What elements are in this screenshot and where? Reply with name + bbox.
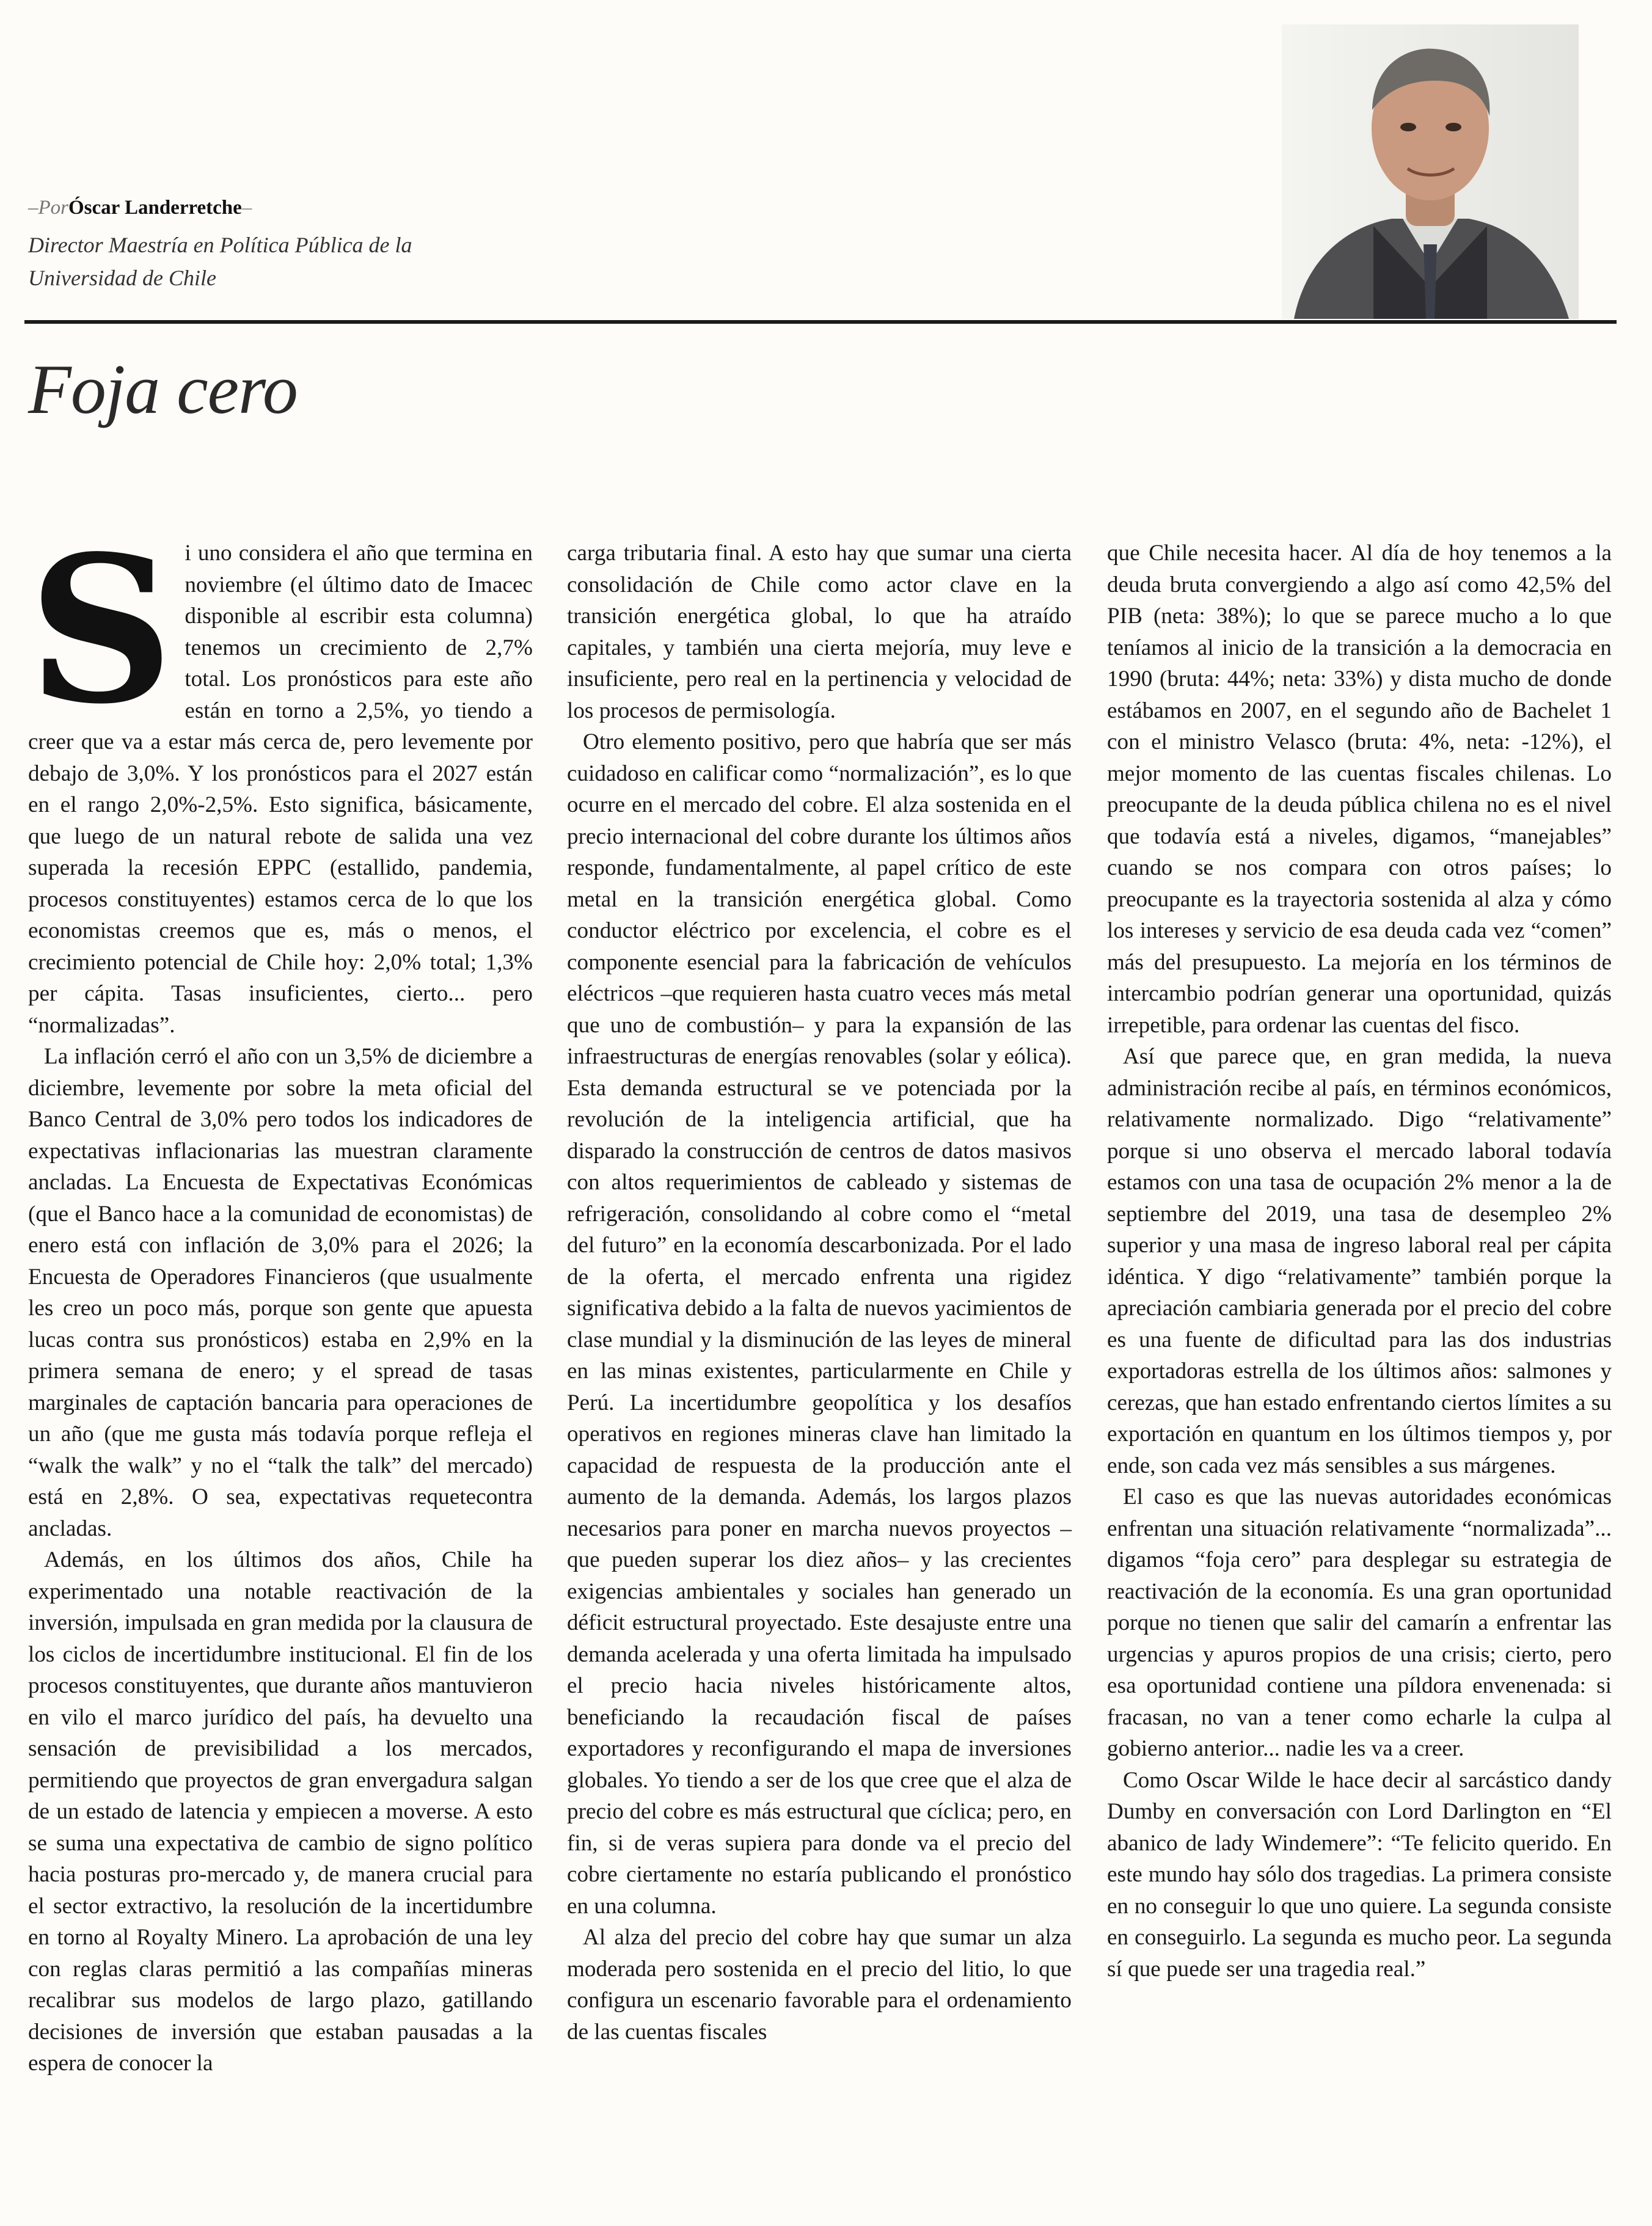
paragraph: que Chile necesita hacer. Al día de hoy tenemos a la deuda bruta convergiendo a algo así como 42,5% del PIB (neta: 38%); lo que se parece mucho a lo que teníamos al inicio de la transición a la democracia en 1990 (bruta: 44%; neta: 33%) y dista mucho de donde estábamos en 2007, en el segundo año de Bachelet 1 con el ministro Velasco (bruta: 4%, neta: -12%), el mejor momento de las cuentas fiscales chilenas. Lo preocupante de la deuda pública chilena no es el nivel que todavía está a niveles, digamos, “manejables” cuando se nos compara con otros países; lo preocupante es la trayectoria sostenida al alza y cómo los intereses y servicio de esa deuda cada vez “comen” más del presupuesto. La mejoría en los términos de intercambio podrían generar una oportunidad, quizás irrepetible, para ordenar las cuentas del fisco. bbox=[1107, 541, 1612, 1038]
paragraph: Como Oscar Wilde le hace decir al sarcástico dandy Dumby en conversación con Lord Darlington en “El abanico de lady Windemere”: “Te felicito querido. En este mundo hay sólo dos tragedias. La primera consiste en no conseguir lo que uno quiere. La segunda consiste en conseguirlo. La segunda es mucho peor. La segunda sí que puede ser una tragedia real.” bbox=[1107, 1767, 1612, 1982]
paragraph: Al alza del precio del cobre hay que sumar un alza moderada pero sostenida en el precio del litio, lo que configura un escenario favorable para el ordenamiento de las cuentas fiscales bbox=[567, 1925, 1072, 2045]
column-1 bbox=[28, 511, 533, 2079]
byline bbox=[28, 194, 252, 221]
author-portrait-icon bbox=[1282, 24, 1579, 319]
author-name: Óscar Landerretche bbox=[68, 197, 242, 219]
paragraph: Además, en los últimos dos años, Chile ha experimentado una notable reactivación de la inversión, impulsada en gran medida por la clausura de los ciclos de incertidumbre institucional. El fin de los procesos constituyentes, que durante años mantuvieron en vilo el marco jurídico del país, ha devuelto una sensación de previsibilidad a los mercados, permitiendo que proyectos de gran envergadura salgan de un estado de latencia y empiecen a moverse. A esto se suma una expectativa de cambio de signo político hacia posturas pro-mercado y, de manera crucial para el sector extractivo, la resolución de la incertidumbre en torno al Royalty Minero. La aprobación de una ley con reglas claras permitió a las compañías mineras recalibrar sus modelos de largo plazo, gatillando decisiones de inversión que estaban pausadas a la espera de conocer la bbox=[28, 1547, 533, 2076]
article-title: Foja cero bbox=[28, 351, 298, 429]
column-3 bbox=[1107, 538, 1612, 1985]
paragraph: Otro elemento positivo, pero que habría que ser más cuidadoso en calificar como “normalización”, es lo que ocurre en el mercado del cobre. El alza sostenida en el precio internacional del cobre durante los últimos años responde, fundamentalmente, al papel crítico de este metal en la transición energética global. Como conductor eléctrico por excelencia, el cobre es el componente esencial para la fabricación de vehículos eléctricos –que requieren hasta cuatro veces más metal que uno de combustión– y para la expansión de las infraestructuras de energías renovables (solar y eólica). Esta demanda estructural se ve potenciada por la revolución de la inteligencia artificial, que ha disparado la construcción de centros de datos masivos con altos requerimientos de cableado y sistemas de refrigeración, consolidando al cobre como el “metal del futuro” en la economía descarbonizada. Por el lado de la oferta, el mercado enfrenta una rigidez significativa debido a la falta de nuevos yacimientos de clase mundial y la disminución de las leyes de mineral en las minas existentes, particularmente en Chile y Perú. La incertidumbre geopolítica y los desafíos operativos en regiones mineras clave han limitado la capacidad de respuesta de la producción ante el aumento de la demanda. Además, los largos plazos necesarios para poner en marcha nuevos proyectos –que pueden superar los diez años– y las crecientes exigencias ambientales y sociales han generado un déficit estructural proyectado. Este desajuste entre una demanda acelerada y una oferta limitada ha impulsado el precio hacia niveles históricamente altos, beneficiando la recaudación fiscal de países exportadores y reconfigurando el mapa de inversiones globales. Yo tiendo a ser de los que cree que el alza de precio del cobre es más estructural que cíclica; pero, en fin, si de veras supiera para donde va el precio del cobre ciertamente no estaría publicando el pronóstico en una columna. bbox=[567, 729, 1072, 1919]
byline-suffix: – bbox=[241, 197, 252, 219]
paragraph: carga tributaria final. A esto hay que sumar una cierta consolidación de Chile como actor clave en la transición energética global, lo que ha atraído capitales, y también una cierta mejoría, muy leve e insuficiente, pero real en la pertinencia y velocidad de los procesos de permisología. bbox=[567, 541, 1072, 723]
column-2 bbox=[567, 538, 1072, 2048]
drop-cap: S bbox=[28, 511, 174, 748]
paragraph: La inflación cerró el año con un 3,5% de diciembre a diciembre, levemente por sobre la meta oficial del Banco Central de 3,0% pero todos los indicadores de expectativas inflacionarias las muestran claramente ancladas. La Encuesta de Expectativas Económicas (que el Banco hace a la comunidad de economistas) de enero está con inflación de 3,0% para el 2026; la Encuesta de Operadores Financieros (que usualmente les creo un poco más, porque son gente que apuesta lucas contra sus pronósticos) estaba en 2,9% en la primera semana de enero; y el spread de tasas marginales de captación bancaria para operaciones de un año (que me gusta más todavía porque refleja el “walk the walk” y no el “talk the talk” del mercado) está en 2,8%. O sea, expectativas requetecontra ancladas. bbox=[28, 1044, 533, 1541]
paragraph bbox=[28, 511, 533, 1041]
paragraph: El caso es que las nuevas autoridades económicas enfrentan una situación relativamente “normalizada”... digamos “foja cero” para desplegar su estrategia de reactivación de la economía. Es una gran oportunidad porque no tienen que salir del camarín a enfrentar las urgencias y apuros propios de una crisis; cierto, pero esa oportunidad contiene una píldora envenenada: si fracasan, no van a tener como echarle la culpa al gobierno anterior... nadie les va a creer. bbox=[1107, 1484, 1612, 1761]
paragraph-text: i uno considera el año que termina en noviembre (el último dato de Imacec disponible al escribir esta columna) tenemos un crecimiento de 2,7% total. Los pronósticos para este año están en torno a 2,5%, yo tiendo a creer que va a estar más cerca de, pero levemente por debajo de 3,0%. Y los pronósticos para el 2027 están en el rango 2,0%-2,5%. Esto significa, básicamente, que luego de un natural rebote de salida una vez superada la recesión EPPC (estallido, pandemia, procesos constituyentes) estamos cerca de lo que los economistas creemos que es, más o menos, el crecimiento potencial de Chile hoy: 2,0% total; 1,3% per cápita. Tasas insuficientes, cierto... pero “normalizadas”. bbox=[28, 541, 533, 1038]
author-photo bbox=[1282, 24, 1579, 319]
byline-prefix: –Por bbox=[28, 197, 68, 219]
paragraph: Así que parece que, en gran medida, la nueva administración recibe al país, en términos económicos, relativamente normalizado. Digo “relativamente” porque si uno observa el mercado laboral todavía estamos con una tasa de ocupación 2% menor a la de septiembre del 2019, una tasa de desempleo 2% superior y una masa de ingreso laboral real per cápita idéntica. Y digo “relativamente” también porque la apreciación cambiaria generada por el precio del cobre es una fuente de dificultad para las dos industrias exportadoras estrella de los últimos años: salmones y cerezas, que han estado enfrentando ciertos límites a su exportación en quantum en los últimos tiempos y, por ende, son cada vez más sensibles a sus márgenes. bbox=[1107, 1044, 1612, 1478]
header-rule bbox=[24, 320, 1617, 324]
author-affiliation: Director Maestría en Política Pública de la Universidad de Chile bbox=[28, 233, 412, 290]
